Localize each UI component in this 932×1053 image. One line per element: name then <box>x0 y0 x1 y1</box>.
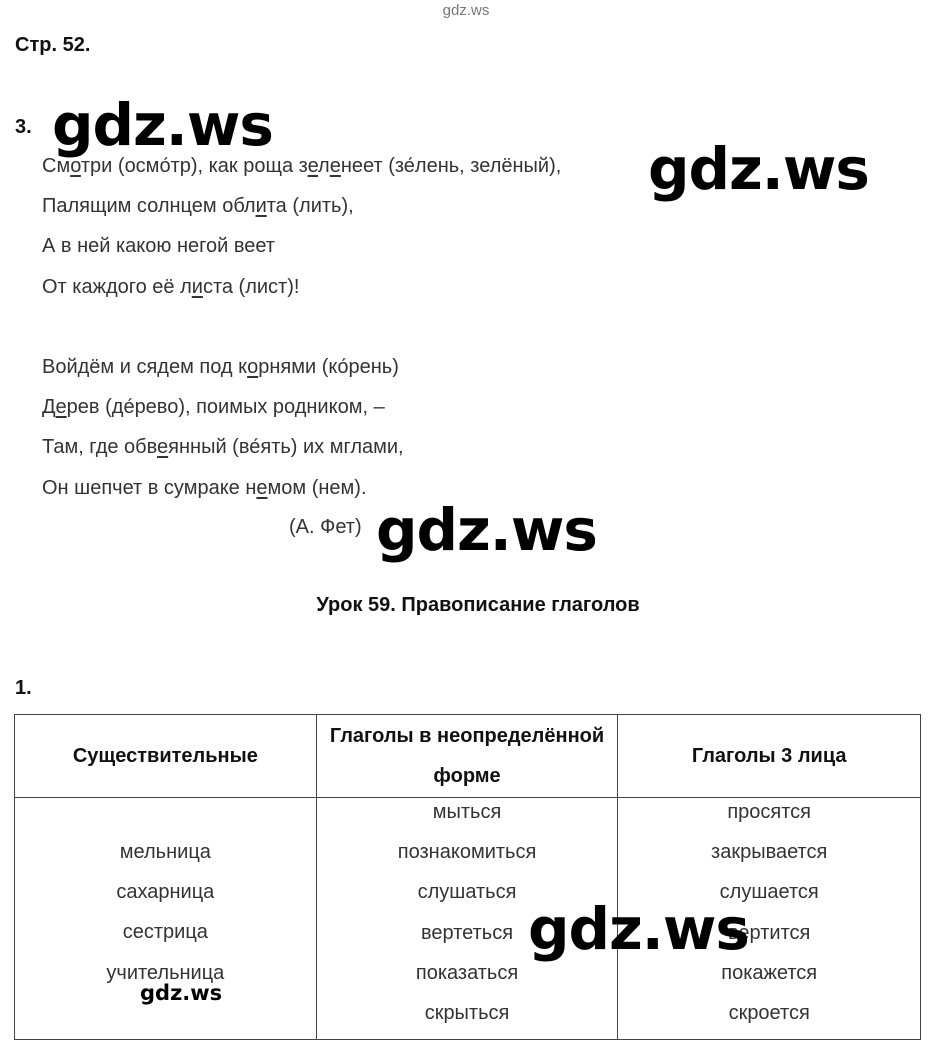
underlined-letter: е <box>256 476 268 499</box>
task-number-3: 3. <box>15 116 32 138</box>
poem <box>42 148 561 510</box>
third-person-item: слушается <box>719 881 819 904</box>
underlined-letter: е <box>55 396 67 419</box>
header-third-person: Глаголы 3 лица <box>618 715 921 798</box>
header-infinitives: Глаголы в неопределённой форме <box>316 715 618 798</box>
infinitive-item: показаться <box>415 961 519 984</box>
poem-text: А в ней какою негой веет <box>42 235 275 258</box>
infinitive-item: вертеться <box>421 921 514 944</box>
poem-text: рень) <box>348 355 399 378</box>
poem-text: рнями (к <box>258 355 338 378</box>
poem-text: та (лить), <box>266 195 354 218</box>
poem-text: янный (в <box>168 436 250 459</box>
poem-line <box>42 349 561 389</box>
poem-text: л <box>318 155 330 177</box>
watermark: gdz.ws <box>140 981 223 1005</box>
watermark: gdz.ws <box>376 496 597 564</box>
poem-text: рево), поимых родником, – <box>134 396 385 419</box>
noun-item: учительница <box>106 961 225 984</box>
nouns-list <box>15 798 316 999</box>
watermark: gdz.ws <box>52 91 273 159</box>
underlined-letter: и <box>255 195 267 218</box>
underlined-letter: о <box>247 355 259 378</box>
lesson-title: Урок 59. Правописание глаголов <box>316 594 640 616</box>
poem-text: Он шепчет в сумраке н <box>42 476 257 499</box>
underlined-letter: е <box>307 155 319 177</box>
poem-line <box>42 269 561 309</box>
table-header-row <box>15 715 921 798</box>
poem-line <box>42 429 561 469</box>
underlined-letter: е <box>329 155 341 177</box>
watermark: gdz.ws <box>528 895 749 963</box>
page-reference: Стр. 52. <box>15 34 91 56</box>
poem-text: три (осм <box>80 155 160 177</box>
header-nouns: Существительные <box>15 715 317 798</box>
poem-text: От каждого её л <box>42 275 192 298</box>
poem-line <box>42 228 561 268</box>
noun-item: сахарница <box>116 881 215 904</box>
poem-text: Д <box>42 396 56 419</box>
poem-text: е́ <box>249 436 261 459</box>
poem-text: Войдём и сядем под к <box>42 355 248 378</box>
infinitive-item: мыться <box>432 801 502 823</box>
third-person-item: скроется <box>728 1001 810 1024</box>
poem-text: е́ <box>403 155 415 177</box>
stanza-break <box>42 309 561 349</box>
poem-line <box>42 389 561 429</box>
underlined-letter: е <box>157 436 169 459</box>
watermark: gdz.ws <box>648 135 869 203</box>
poem-text: См <box>42 155 71 177</box>
poem-text: ять) их мглами, <box>260 436 404 459</box>
underlined-letter: о <box>70 155 81 177</box>
third-person-item: покажется <box>721 961 818 984</box>
noun-item: мельница <box>119 841 211 863</box>
infinitive-item: слушаться <box>417 881 517 904</box>
poem-text: Там, где обв <box>42 436 158 459</box>
third-person-item: просятся <box>727 801 812 823</box>
poem-text: мом (нем). <box>267 476 367 499</box>
poem-author: (А. Фет) <box>289 516 362 538</box>
poem-text: лень, зелёный), <box>414 155 562 177</box>
infinitive-item: познакомиться <box>397 841 537 864</box>
top-watermark: gdz.ws <box>442 2 490 19</box>
infinitive-item: скрыться <box>424 1001 510 1024</box>
poem-text: е́ <box>123 396 135 419</box>
poem-text: о́ <box>159 155 171 177</box>
third-person-item: закрывается <box>711 841 828 864</box>
poem-line <box>42 188 561 228</box>
poem-text: рев (д <box>66 396 124 419</box>
task-number-1: 1. <box>15 677 32 699</box>
poem-text: неет (з <box>340 155 404 177</box>
noun-item: сестрица <box>122 921 208 944</box>
third-person-item: вертится <box>728 921 811 944</box>
poem-text: о́ <box>337 355 349 378</box>
underlined-letter: и <box>191 275 203 298</box>
poem-text: тр), как роща з <box>170 155 308 177</box>
poem-text: ста (лист)! <box>202 275 300 298</box>
poem-text: Палящим солнцем обл <box>42 195 256 218</box>
